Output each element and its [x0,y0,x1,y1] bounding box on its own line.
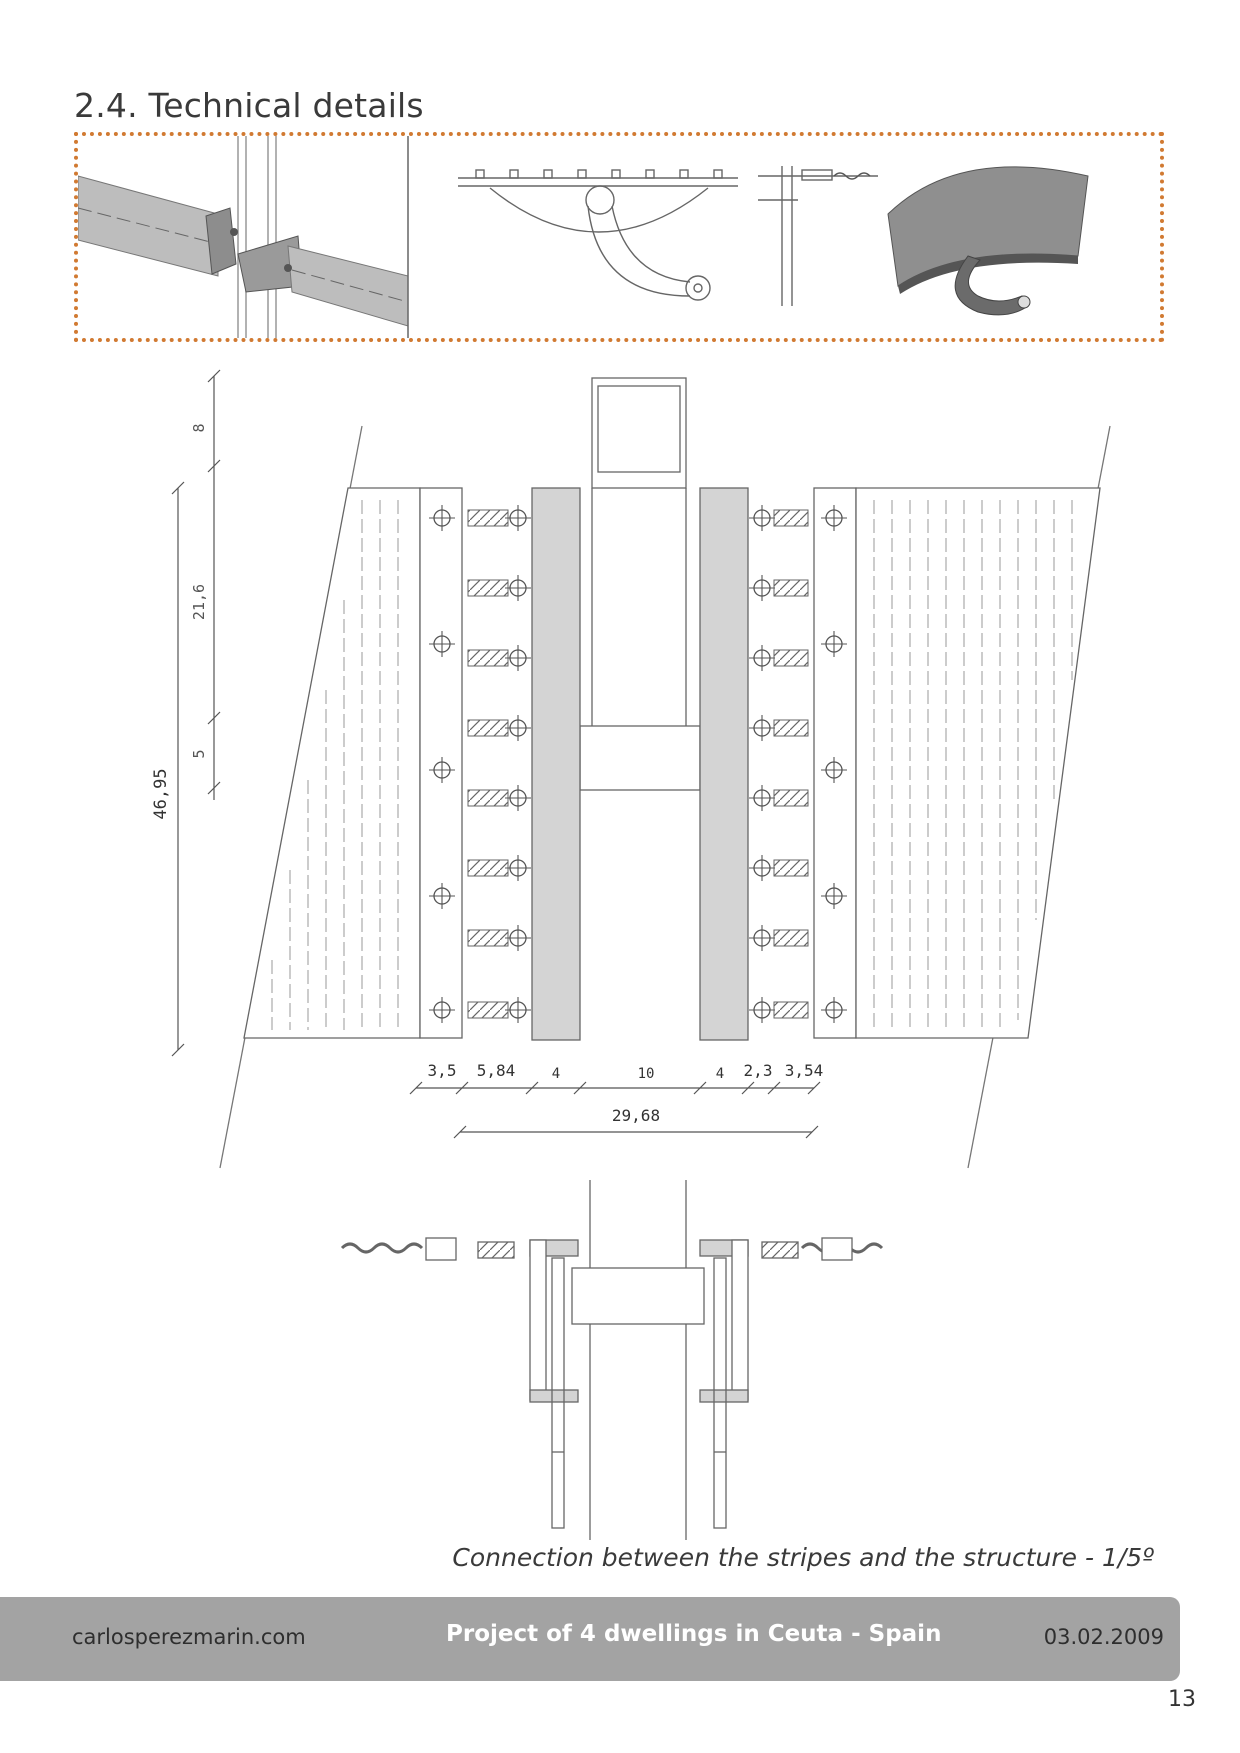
detail-thumbnails-frame [74,132,1164,342]
dimension-4-left: 4 [551,1066,561,1082]
dimension-21-6: 21,6 [190,583,208,621]
detail-thumbnails [78,136,1160,338]
left-stripe-panel [244,488,462,1038]
thumbnail-stripe-joint [78,136,408,338]
dimension-10: 10 [637,1066,655,1082]
thumbnail-perforated-tile-render [888,167,1088,315]
dimension-5-84: 5,84 [476,1061,516,1080]
dimension-8: 8 [190,423,208,433]
footer-project-title: Project of 4 dwellings in Ceuta - Spain [446,1621,942,1647]
connection-detail-drawing [0,360,1240,1540]
dimension-2-3: 2,3 [743,1061,773,1080]
dimension-3-5: 3,5 [427,1061,457,1080]
dimension-3-54: 3,54 [784,1061,824,1080]
thumbnail-side-detail [758,166,878,306]
figure-caption: Connection between the stripes and the structure - 1/5º [452,1543,1154,1572]
central-structure [532,378,748,1040]
footer-website: carlosperezmarin.com [72,1625,306,1649]
elevation-detail [342,1180,882,1540]
dimension-29-68: 29,68 [611,1106,661,1125]
footer-bar [0,1597,1180,1681]
dimension-5: 5 [190,749,208,759]
thumbnail-curved-arm-section [458,170,738,300]
right-stripe-panel [814,488,1100,1038]
page-number: 13 [1168,1687,1196,1712]
vertical-dimension-lines [172,370,220,1056]
footer-date: 03.02.2009 [1043,1625,1164,1649]
dimension-46-95: 46,95 [151,768,171,820]
section-title: 2.4. Technical details [74,86,424,125]
dimension-4-right: 4 [715,1066,725,1082]
